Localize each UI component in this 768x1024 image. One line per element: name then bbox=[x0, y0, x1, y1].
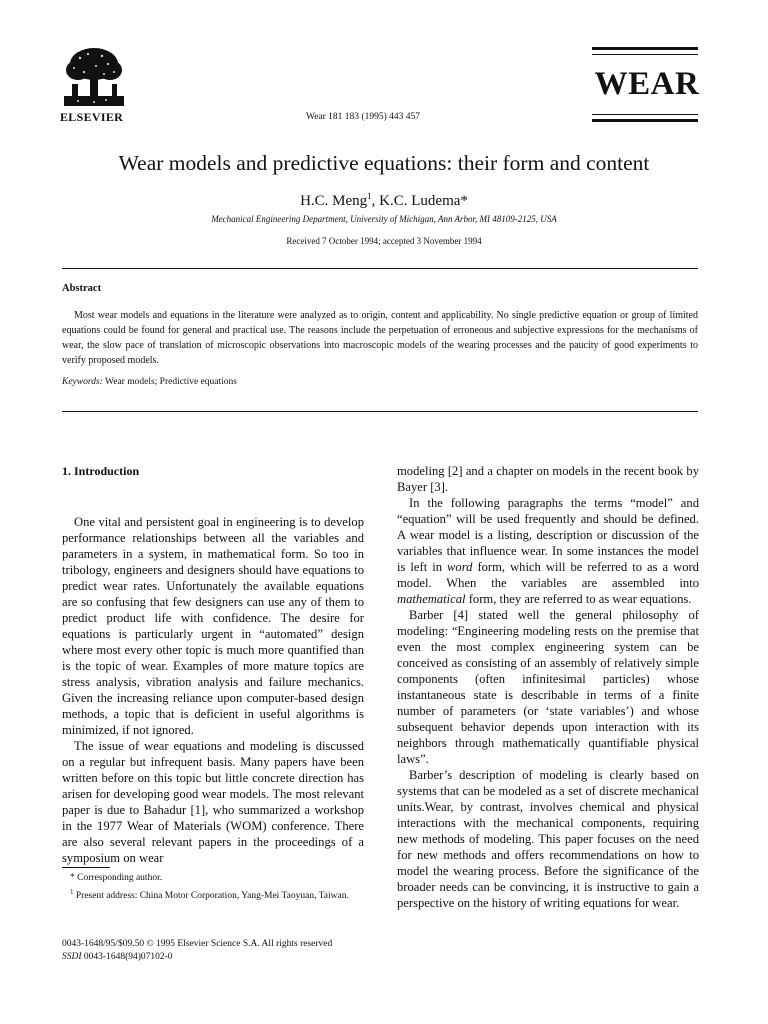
section-heading: 1. Introduction bbox=[62, 464, 140, 478]
paragraph-text: form, they are referred to as wear equations. bbox=[465, 592, 692, 606]
left-column bbox=[62, 514, 364, 866]
author-name: K.C. Ludema* bbox=[379, 193, 468, 209]
journal-rule-bottom-thin bbox=[592, 114, 698, 115]
paragraph: Barber [4] stated well the general philosophy of modeling: “Engineering modeling rests on the premise that even the most complex engineering system can be conceived as consisting of an assembly of relatively simple components (often infinitesimal particles) whose instantaneous state is describable in terms of a finite number of parameters (or ‘state variables’) and whose subsequent behavior depends upon interaction with its neighbors through mathematically quantifiable physical laws”. bbox=[397, 608, 699, 766]
keywords-label: Keywords: bbox=[62, 377, 103, 387]
author-separator: , bbox=[371, 193, 380, 209]
footnote-text: Present address: China Motor Corporation, Yang-Mei Taoyuan, Taiwan. bbox=[73, 891, 349, 902]
ssdi-number: 0043-1648(94)07102-0 bbox=[81, 952, 173, 962]
footnote-marker: 1 bbox=[367, 191, 372, 201]
journal-rule-top bbox=[592, 47, 698, 50]
paragraph: modeling [2] and a chapter on models in the recent book by Bayer [3]. bbox=[397, 464, 699, 494]
received-dates: Received 7 October 1994; accepted 3 November 1994 bbox=[286, 236, 482, 246]
publisher-name: ELSEVIER bbox=[60, 110, 124, 124]
journal-rule-bottom bbox=[592, 119, 698, 122]
keywords-text: Wear models; Predictive equations bbox=[105, 377, 237, 387]
author-affiliation: Mechanical Engineering Department, University of Michigan, Ann Arbor, MI 48109-2125, USA bbox=[211, 214, 557, 224]
journal-rule-top-thin bbox=[592, 54, 698, 55]
right-column bbox=[397, 463, 699, 911]
emphasis: mathematical bbox=[397, 592, 466, 606]
article-title: Wear models and predictive equations: their form and content bbox=[118, 151, 650, 175]
footnote-corresponding: * Corresponding author. bbox=[70, 873, 163, 883]
paragraph: Barber’s description of modeling is clearly based on systems that can be modeled as a set of discrete mechanical units.Wear, by contrast, involves chemical and physical interactions with the mechanical components, requiring new methods of modeling. This paper focuses on the need for new methods and offers recommendations on how to model the wearing process. Before the significance of the broader needs can be convincing, it is instructive to gain a perspective on the history of writing equations for wear. bbox=[397, 768, 699, 910]
abstract-text: Most wear models and equations in the literature were analyzed as to origin, content and applicability. No single predictive equation or group of limited equations could be found for general and practical use. The reasons include the perpetuation of erroneous and subjective expressions for the mechanisms of wear, the slow pace of translation of microscopic observations into macroscopic models of the wearing processes and the paucity of good experiments to verify proposed models. bbox=[62, 310, 698, 366]
author-line bbox=[0, 191, 768, 210]
paragraph: One vital and persistent goal in engineering is to develop performance relationships between all the variables and parameters in a system, in mathematical form. So too in tribology, engineers and designers should have equations to predict wear rates. Unfortunately the available equations are so confusing that few designers can use any of them to predict product life with confidence. The desire for equations is particularly urgent in “automated” design where most every other topic is much more quantified than is the topic of wear. Examples of more mature topics are stress analysis, vibration analysis and failure mechanics. Given the increasing reliance upon computer-based design methods, a topic that is deficient in useful algorithms is minimized, if not ignored. bbox=[62, 515, 364, 737]
paragraph: The issue of wear equations and modeling is discussed on a regular but infrequent basis. Many papers have been written before on this topic but little concrete direction has arisen for developing good wear models. The most relevant paper is due to Bahadur [1], who summarized a workshop in the 1977 Wear of Materials (WOM) conference. There are also several relevant papers in the proceedings of a symposium on wear bbox=[62, 739, 364, 865]
paragraph-text: In the following paragraphs the terms “model” and “equation” will be used frequently and should be defined. A wear model is a listing, description or discussion of the variables that influence wear. In some instances the model is left in bbox=[397, 496, 699, 574]
copyright-line: 0043-1648/95/$09.50 © 1995 Elsevier Science S.A. All rights reserved bbox=[62, 939, 333, 949]
elsevier-tree-logo bbox=[58, 44, 130, 110]
divider-top bbox=[62, 268, 698, 269]
footnote-present-address bbox=[62, 886, 382, 903]
ssdi-label: SSDI bbox=[62, 952, 82, 962]
ssdi-line bbox=[62, 951, 173, 964]
journal-name: WEAR bbox=[594, 66, 700, 102]
keywords-line bbox=[62, 377, 237, 387]
paragraph bbox=[397, 495, 699, 607]
footnote-marker: 1 bbox=[70, 888, 74, 896]
journal-citation: Wear 181 183 (1995) 443 457 bbox=[306, 112, 421, 122]
footnote-rule bbox=[62, 867, 110, 868]
paragraph-text: form, which will be referred to as a word model. When the variables are assembled into bbox=[397, 560, 699, 590]
author-name: H.C. Meng bbox=[300, 193, 368, 209]
abstract-heading: Abstract bbox=[62, 283, 102, 294]
emphasis: word bbox=[447, 560, 473, 574]
divider-bottom bbox=[62, 411, 698, 412]
